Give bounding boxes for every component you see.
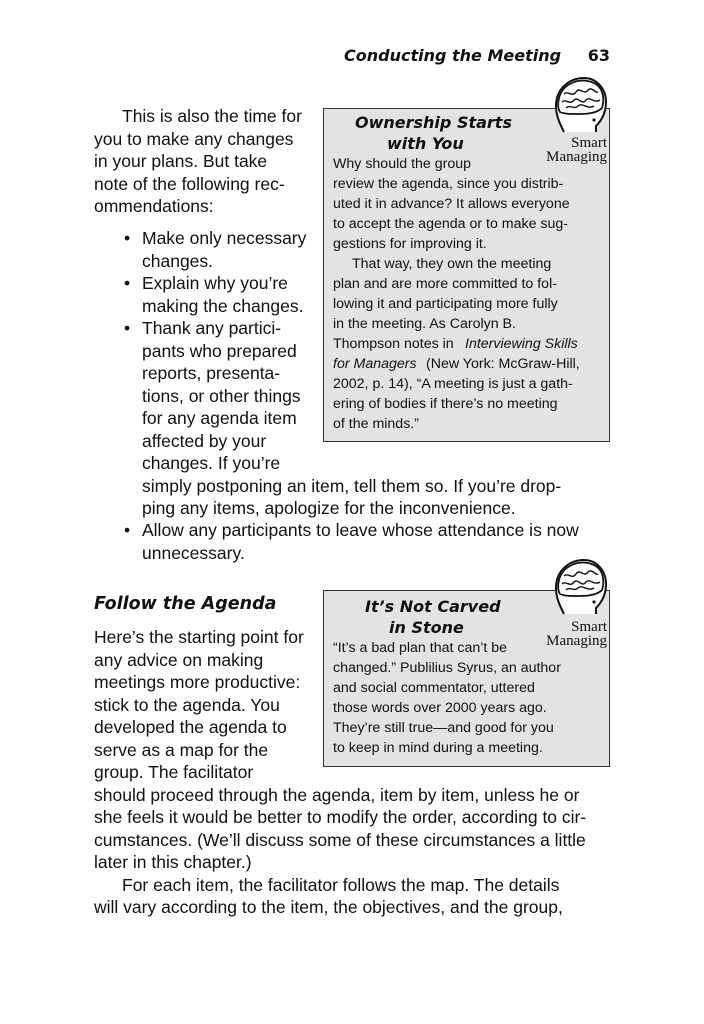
text-line: Here’s the starting point for xyxy=(94,627,304,647)
brain-head-icon xyxy=(550,554,608,620)
text-line: developed the agenda to xyxy=(94,717,287,737)
sidebar-title: in Stone xyxy=(389,618,464,637)
list-item: reports, presenta- xyxy=(142,363,281,383)
list-item: simply postponing an item, tell them so. If you’re drop- xyxy=(142,476,562,496)
section-heading: Follow the Agenda xyxy=(94,594,277,614)
sidebar-line: They’re still true—and good for you xyxy=(333,720,554,736)
bullet-icon: • xyxy=(124,228,131,248)
sidebar-title: with You xyxy=(387,134,464,153)
text-line: group. The facilitator xyxy=(94,762,254,782)
smart-managing-badge xyxy=(533,136,607,164)
sidebar-line: review the agenda, since you distrib- xyxy=(333,176,564,192)
text-line: note of the following rec- xyxy=(94,174,285,194)
text-line: ommendations: xyxy=(94,196,214,216)
list-item: for any agenda item xyxy=(142,408,297,428)
text-line: For each item, the facilitator follows the map. The details xyxy=(122,875,560,895)
list-item: making the changes. xyxy=(142,296,304,316)
text-line: stick to the agenda. You xyxy=(94,695,280,715)
sidebar-line: uted it in advance? It allows everyone xyxy=(333,196,570,212)
badge-line: Smart xyxy=(571,135,607,151)
book-title: Interviewing Skills xyxy=(465,336,578,352)
list-item: ping any items, apologize for the inconvenience. xyxy=(142,498,516,518)
list-item: affected by your xyxy=(142,431,267,451)
list-item: tions, or other things xyxy=(142,386,301,406)
sidebar-line: and social commentator, uttered xyxy=(333,680,535,696)
sidebar-line: changed.” Publilius Syrus, an author xyxy=(333,660,561,676)
sidebar-line: gestions for improving it. xyxy=(333,236,487,252)
list-item: Make only necessary xyxy=(142,228,307,248)
brain-head-icon xyxy=(550,72,608,138)
list-item: Explain why you’re xyxy=(142,273,288,293)
badge-line: Smart xyxy=(571,619,607,635)
list-item: pants who prepared xyxy=(142,341,297,361)
text-line: should proceed through the agenda, item by item, unless he or xyxy=(94,785,580,805)
list-item: changes. xyxy=(142,251,214,271)
text-line: serve as a map for the xyxy=(94,740,269,760)
sidebar-line: lowing it and participating more fully xyxy=(333,296,558,312)
book-title: for Managers xyxy=(333,356,417,372)
sidebar-line: (New York: McGraw-Hill, xyxy=(426,356,580,372)
list-item: Thank any partici- xyxy=(142,318,282,338)
sidebar-line: plan and are more committed to fol- xyxy=(333,276,557,292)
list-item: changes. If you’re xyxy=(142,453,281,473)
sidebar-line: Thompson notes in xyxy=(333,336,454,352)
sidebar-line: Why should the group xyxy=(333,156,472,172)
sidebar-line: to accept the agenda or to make sug- xyxy=(333,216,569,232)
text-line: later in this chapter.) xyxy=(94,852,252,872)
list-item: Allow any participants to leave whose attendance is now xyxy=(142,520,579,540)
sidebar-line: “It’s a bad plan that can’t be xyxy=(333,640,508,656)
text-line: you to make any changes xyxy=(94,129,294,149)
smart-managing-badge xyxy=(533,620,607,648)
text-line: any advice on making xyxy=(94,650,264,670)
bullet-icon: • xyxy=(124,273,131,293)
list-item: unnecessary. xyxy=(142,543,245,563)
chapter-title: Conducting the Meeting xyxy=(344,46,562,65)
bullet-icon: • xyxy=(124,520,131,540)
text-line: she feels it would be better to modify the order, according to cir- xyxy=(94,807,587,827)
sidebar-line: to keep in mind during a meeting. xyxy=(333,740,543,756)
text-line: cumstances. (We’ll discuss some of these circumstances a little xyxy=(94,830,586,850)
sidebar-line: That way, they own the meeting xyxy=(352,256,552,272)
badge-line: Managing xyxy=(546,149,607,165)
sidebar-line: 2002, p. 14), “A meeting is just a gath- xyxy=(333,376,573,392)
sidebar-line: in the meeting. As Carolyn B. xyxy=(333,316,516,332)
sidebar-title: Ownership Starts xyxy=(355,113,512,132)
text-line: This is also the time for xyxy=(122,106,302,126)
badge-line: Managing xyxy=(546,633,607,649)
page-number: 63 xyxy=(587,46,610,65)
sidebar-line: of the minds.” xyxy=(333,416,419,432)
bullet-icon: • xyxy=(124,318,131,338)
text-line: meetings more productive: xyxy=(94,672,301,692)
text-line: in your plans. But take xyxy=(94,151,268,171)
sidebar-line: ering of bodies if there’s no meeting xyxy=(333,396,558,412)
sidebar-title: It’s Not Carved xyxy=(365,597,501,616)
text-line: will vary according to the item, the objectives, and the group, xyxy=(94,897,563,917)
sidebar-line: those words over 2000 years ago. xyxy=(333,700,547,716)
running-header xyxy=(344,46,610,68)
